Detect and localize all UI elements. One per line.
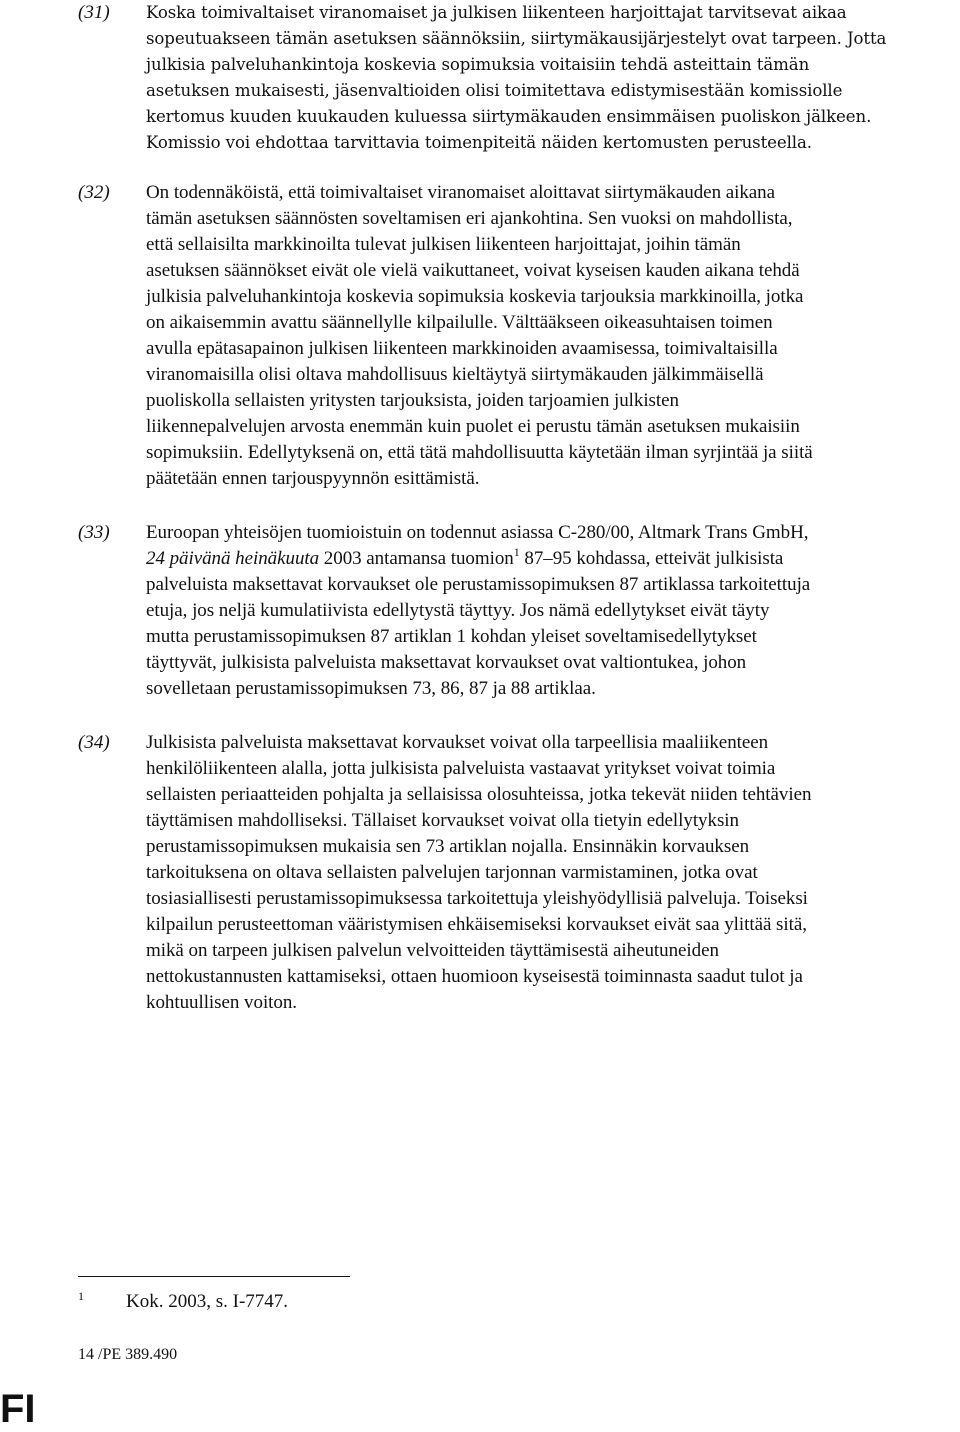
recital-number: (34) bbox=[78, 732, 110, 753]
recital-number: (33) bbox=[78, 522, 110, 543]
recital-text-part: 87–95 kohdassa, etteivät julkisista palveluista maksettavat korvaukset ole perustamissopimuksen 87 artiklassa tarkoitettuja etuja, jos neljä kumulatiivista edellytystä täyttyy. Jos nämä edellytykset eivät täyty mutta perustamissopimuksen 87 artiklan 1 kohdan yleiset soveltamisedellytykset täyttyvät, julkisista palveluista maksettavat korvaukset ovat valtiontukea, johon sovelletaan perustamissopimuksen 73, 86, 87 ja 88 artiklaa. bbox=[146, 548, 811, 699]
recital-text: Koska toimivaltaiset viranomaiset ja julkisen liikenteen harjoittajat tarvitsevat aikaa sopeutuakseen tämän asetuksen säännöksiin, siirtymäkausijärjestelyt ovat tarpeen. Jotta julkisia palveluhankintoja koskevia sopimuksia voitaisiin tehdä asteittain tämän asetuksen mukaisesti, jäsenvaltioiden olisi toimitettava edistymisestään komissiolle kertomus kuuden kuukauden kuluessa siirtymäkauden ensimmäisen puoliskon jälkeen. Komissio voi ehdottaa tarvittavia toimenpiteitä näiden kertomusten perusteella. bbox=[146, 3, 887, 152]
page-reference: 14 /PE 389.490 bbox=[78, 1346, 178, 1363]
recital-number: (31) bbox=[78, 2, 110, 23]
footnote-separator bbox=[78, 1276, 350, 1277]
recital-date-italic: 24 päivänä heinäkuuta bbox=[146, 548, 320, 569]
language-code: FI bbox=[0, 1387, 36, 1431]
recital-text: On todennäköistä, että toimivaltaiset viranomaiset aloittavat siirtymäkauden aikana tämän asetuksen säännösten soveltamisen eri ajankohtina. Sen vuoksi on mahdollista, että sellaisilta markkinoilta tulevat julkisen liikenteen harjoittajat, joihin tämän asetuksen säännökset eivät ole vielä vaikuttaneet, voivat kyseisen kauden aikana tehdä julkisia palveluhankintoja koskevia sopimuksia koskevia tarjouksia markkinoilla, jotka on aikaisemmin avattu säännellylle kilpailulle. Välttääkseen oikeasuhtaisen toimen avulla epätasapainon julkisen liikenteen markkinoiden avaamisessa, toimivaltaisilla viranomaisilla olisi oltava mahdollisuus kieltäytyä siirtymäkauden jälkimmäisellä puoliskolla sellaisten yritysten tarjouksista, joiden tarjoamien julkisten liikennepalvelujen arvosta enemmän kuin puolet ei perustu tämän asetuksen mukaisiin sopimuksiin. Edellytyksenä on, että tätä mahdollisuutta käytetään ilman syrjintää ja siitä päätetään ennen tarjouspyynnön esittämistä. bbox=[146, 182, 813, 489]
recital-number: (32) bbox=[78, 182, 110, 203]
recital-text-part: Euroopan yhteisöjen tuomioistuin on todennut asiassa C-280/00, Altmark Trans GmbH, bbox=[146, 522, 809, 543]
footnote-mark: 1 bbox=[78, 1289, 84, 1303]
recital-text: Julkisista palveluista maksettavat korvaukset voivat olla tarpeellisia maaliikenteen henkilöliikenteen alalla, jotta julkisista palveluista vastaavat yritykset voivat toimia sellaisten periaatteiden pohjalta ja sellaisissa olosuhteissa, jotka tekevät niiden tehtävien täyttämisen mahdolliseksi. Tällaiset korvaukset voivat olla tietyin edellytyksin perustamissopimuksen mukaisia sen 73 artiklan nojalla. Ensinnäkin korvauksen tarkoituksena on oltava sellaisten palvelujen tarjonnan varmistaminen, jotka ovat tosiasiallisesti perustamissopimuksessa tarkoitettuja yleishyödyllisiä palveluja. Toiseksi kilpailun perusteettoman vääristymisen ehkäisemiseksi korvaukset eivät saa ylittää sitä, mikä on tarpeen julkisen palvelun velvoitteiden täyttämisestä aiheutuneiden nettokustannusten kattamiseksi, ottaen huomioon kyseisestä toiminnasta saadut tulot ja kohtuullisen voiton. bbox=[146, 732, 812, 1013]
footnote-text: Kok. 2003, s. I-7747. bbox=[126, 1291, 289, 1312]
recital-text bbox=[146, 520, 958, 702]
footnote-reference[interactable]: 1 bbox=[513, 545, 520, 559]
recital-text-part: 2003 antamansa tuomion bbox=[319, 548, 514, 569]
